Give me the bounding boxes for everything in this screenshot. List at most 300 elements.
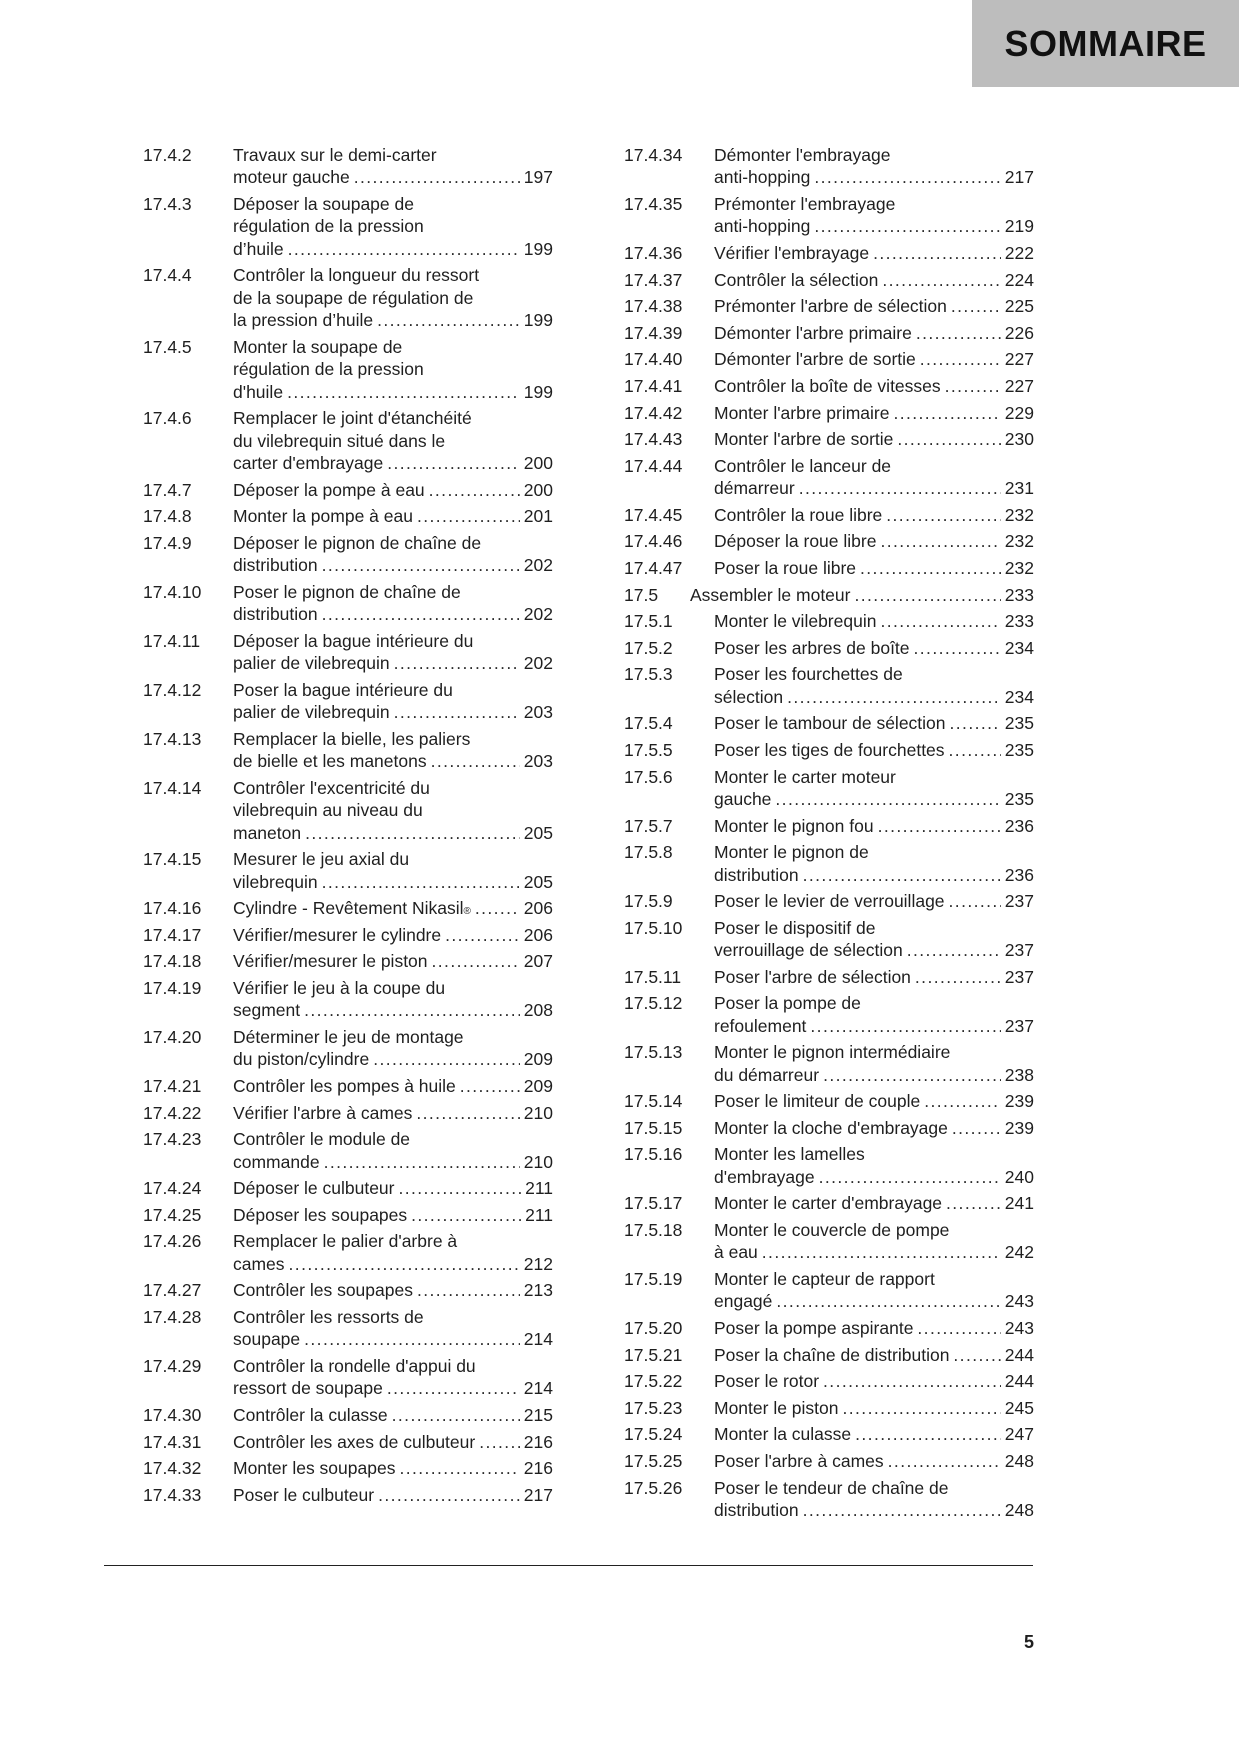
toc-entry[interactable] <box>624 1143 1034 1188</box>
toc-entry-title-line: Monter l'arbre primaire <box>714 402 890 423</box>
toc-entry-title-line: Poser le rotor <box>714 1371 820 1392</box>
toc-entry-number: 17.4.47 <box>624 557 683 578</box>
toc-entry-page: 217 <box>1004 167 1034 188</box>
toc-entry-page: 235 <box>1004 788 1034 809</box>
toc-entry-page: 207 <box>523 951 553 972</box>
toc-entry-title-line: Poser le tambour de sélection <box>714 713 946 734</box>
toc-entry-title-line: d’huile <box>233 238 284 259</box>
toc-entry-page: 235 <box>1004 713 1034 734</box>
toc-entry-title-line: Monter le vilebrequin <box>714 611 877 632</box>
toc-entry-number: 17.4.14 <box>143 777 202 798</box>
toc-entry-page: 245 <box>1004 1397 1034 1418</box>
dot-leader <box>914 637 1001 659</box>
toc-entry-page: 205 <box>523 871 553 892</box>
toc-entry[interactable] <box>143 977 553 1022</box>
toc-entry-page: 213 <box>523 1280 553 1301</box>
dot-leader <box>945 375 1001 397</box>
toc-entry-page: 227 <box>1004 349 1034 370</box>
toc-entry-number: 17.5.9 <box>624 891 673 912</box>
toc-entry-title-line: moteur gauche <box>233 167 350 188</box>
toc-entry-title-line: Poser le tendeur de chaîne de <box>714 1477 949 1498</box>
toc-entry[interactable] <box>624 890 1034 912</box>
toc-entry-title-line: Contrôler la sélection <box>714 269 879 290</box>
toc-entry-page: 234 <box>1004 637 1034 658</box>
toc-entry[interactable] <box>624 1117 1034 1139</box>
dot-leader <box>880 530 1000 552</box>
toc-entry-number: 17.4.37 <box>624 269 683 290</box>
toc-entry[interactable] <box>624 610 1034 632</box>
toc-entry-number: 17.4.2 <box>143 145 192 165</box>
toc-entry-title-line: Déposer les soupapes <box>233 1204 408 1225</box>
toc-entry-title-line: segment <box>233 1000 301 1021</box>
dot-leader <box>810 1015 1000 1037</box>
toc-entry-title-line: Contrôler le lanceur de <box>714 455 892 476</box>
dot-leader <box>322 603 520 625</box>
toc-entry[interactable] <box>143 144 553 189</box>
toc-entry-title-line: distribution <box>233 555 318 576</box>
toc-entry[interactable] <box>143 950 553 972</box>
toc-entry[interactable] <box>624 637 1034 659</box>
toc-entry-number: 17.5.6 <box>624 766 673 787</box>
toc-entry-number: 17.4.27 <box>143 1280 202 1301</box>
toc-entry-number: 17.4.39 <box>624 322 683 343</box>
toc-entry[interactable] <box>624 1344 1034 1366</box>
toc-entry-number: 17.5.19 <box>624 1269 683 1290</box>
toc-entry-page: 225 <box>1004 296 1034 317</box>
toc-entry-title-line: Monter l'arbre de sortie <box>714 429 894 450</box>
toc-entry-title-line: Poser la pompe de <box>714 993 861 1014</box>
toc-entry-title-line: Vérifier le jeu à la coupe du <box>233 978 446 998</box>
toc-entry[interactable] <box>143 193 553 260</box>
dot-leader <box>854 584 1000 606</box>
toc-entry-number: 17.4.7 <box>143 479 192 500</box>
toc-entry-title-line: Déterminer le jeu de montage <box>233 1027 464 1047</box>
toc-entry-number: 17.5.26 <box>624 1477 683 1498</box>
toc-entry-title-line: du démarreur <box>714 1064 820 1085</box>
toc-column-left <box>143 144 553 1510</box>
toc-entry-title-line: verrouillage de sélection <box>714 940 903 961</box>
toc-entry[interactable] <box>624 402 1034 424</box>
dot-leader <box>324 1151 520 1173</box>
toc-entry[interactable] <box>624 1090 1034 1112</box>
toc-entry-title-line: Monter les soupapes <box>233 1458 396 1479</box>
dot-leader <box>823 1370 1001 1392</box>
toc-entry-title-line: Déposer la pompe à eau <box>233 479 425 500</box>
toc-entry[interactable] <box>143 1355 553 1400</box>
toc-entry[interactable] <box>143 777 553 844</box>
toc-entry-title-line: palier de vilebrequin <box>233 702 390 723</box>
toc-entry[interactable]: 17.4.16 Cylindre - Revêtement Nikasil ® ..... 206 <box>143 897 553 919</box>
dot-leader <box>776 1290 1000 1312</box>
dot-leader <box>803 864 1001 886</box>
toc-entry-title-line: Remplacer le joint d'étanchéité <box>233 408 472 429</box>
toc-entry-title-line: Poser le dispositif de <box>714 917 876 938</box>
toc-entry-page: 212 <box>523 1253 553 1274</box>
toc-entry[interactable] <box>143 1404 553 1426</box>
dot-leader <box>398 1177 521 1199</box>
toc-entry-title-line: Contrôler le module de <box>233 1129 411 1150</box>
toc-entry-page: 237 <box>1004 1015 1034 1036</box>
toc-entry[interactable] <box>143 479 553 501</box>
toc-entry-title-line: sélection <box>714 686 784 707</box>
toc-entry-number: 17.4.23 <box>143 1129 202 1150</box>
toc-entry-title-line: Poser le pignon de chaîne de <box>233 581 461 602</box>
toc-entry-page: 210 <box>523 1151 553 1172</box>
toc-entry[interactable] <box>143 1484 553 1506</box>
toc-entry-title-line: ressort de soupape <box>233 1378 383 1399</box>
toc-entry[interactable] <box>624 1477 1034 1522</box>
toc-entry[interactable] <box>624 815 1034 837</box>
toc-entry[interactable] <box>624 504 1034 526</box>
toc-entry-number: 17.4.5 <box>143 336 192 357</box>
toc-entry-title-line: d'huile <box>233 381 284 402</box>
toc-entry-title-line: Poser le levier de verrouillage <box>714 891 945 912</box>
toc-entry[interactable] <box>143 1279 553 1301</box>
toc-entry[interactable] <box>143 1457 553 1479</box>
toc-entry-number: 17.4.16 <box>143 898 202 919</box>
toc-entry-title-line: Remplacer le palier d'arbre à <box>233 1231 458 1252</box>
toc-entry-number: 17.4.38 <box>624 296 683 317</box>
toc-entry-page: 202 <box>523 604 553 625</box>
toc-entry[interactable] <box>143 679 553 724</box>
toc-entry-number: 17.4.30 <box>143 1404 202 1425</box>
toc-entry[interactable] <box>624 455 1034 500</box>
toc-entry-page: 244 <box>1004 1371 1034 1392</box>
toc-entry-number: 17.4.22 <box>143 1102 202 1123</box>
toc-entry-page: 239 <box>1004 1117 1034 1138</box>
dot-leader <box>917 1317 1000 1339</box>
toc-entry[interactable] <box>624 322 1034 344</box>
toc-entry[interactable] <box>143 1306 553 1351</box>
toc-entry-title-line: Déposer la bague intérieure du <box>233 630 474 651</box>
toc-entry-page: 199 <box>523 238 553 259</box>
dot-leader <box>762 1241 1001 1263</box>
toc-entry[interactable] <box>624 428 1034 450</box>
dot-leader <box>429 479 520 501</box>
toc-entry[interactable] <box>143 924 553 946</box>
toc-entry[interactable] <box>624 1450 1034 1472</box>
toc-entry-title-line: Démonter l'embrayage <box>714 145 891 165</box>
toc-entry-page: 211 <box>525 1204 553 1225</box>
toc-entry-number: 17.4.35 <box>624 194 683 214</box>
toc-entry-number: 17.5.1 <box>624 611 673 632</box>
toc-entry-number: 17.4.17 <box>143 924 202 945</box>
toc-entry-page: 208 <box>523 1000 553 1021</box>
toc-entry-title-line: à eau <box>714 1242 758 1263</box>
toc-entry[interactable] <box>624 242 1034 264</box>
toc-entry[interactable] <box>624 584 1034 606</box>
toc-entry[interactable] <box>624 1192 1034 1214</box>
dot-leader <box>775 788 1000 810</box>
toc-entry-page: 241 <box>1004 1193 1034 1214</box>
toc-entry-page: 232 <box>1004 504 1034 525</box>
toc-entry-page: 216 <box>523 1431 553 1452</box>
toc-entry-title-line: de la soupape de régulation de <box>233 287 474 308</box>
toc-entry[interactable] <box>143 1177 553 1199</box>
toc-entry[interactable] <box>143 1128 553 1173</box>
toc-entry[interactable] <box>624 193 1034 238</box>
toc-entry-page: 211 <box>525 1178 553 1199</box>
toc-entry-title-line: Contrôler la rondelle d'appui du <box>233 1355 476 1376</box>
toc-entry-title-line: maneton <box>233 822 302 843</box>
toc-entry-page: 203 <box>523 751 553 772</box>
dot-leader <box>886 504 1001 526</box>
toc-entry[interactable] <box>624 1041 1034 1086</box>
toc-entry-page: 199 <box>523 310 553 331</box>
dot-leader <box>920 348 1001 370</box>
toc-entry[interactable] <box>624 841 1034 886</box>
dot-leader <box>304 1328 520 1350</box>
dot-leader <box>378 1484 520 1506</box>
toc-entry-page: 243 <box>1004 1291 1034 1312</box>
toc-entry[interactable] <box>624 557 1034 579</box>
toc-entry[interactable] <box>624 348 1034 370</box>
toc-entry-page: 237 <box>1004 966 1034 987</box>
toc-entry-title-line: Monter la cloche d'embrayage <box>714 1117 948 1138</box>
toc-entry-title-line: Monter la pompe à eau <box>233 506 413 527</box>
toc-entry[interactable] <box>624 1397 1034 1419</box>
toc-entry[interactable] <box>624 663 1034 708</box>
toc-entry-page: 214 <box>523 1329 553 1350</box>
toc-entry-title-line: anti-hopping <box>714 216 811 237</box>
toc-entry-page: 209 <box>523 1076 553 1096</box>
dot-leader <box>893 402 1000 424</box>
toc-entry-number: 17.4.15 <box>143 849 202 870</box>
toc-entry-title-line: d'embrayage <box>714 1166 815 1187</box>
toc-entry[interactable] <box>624 144 1034 189</box>
dot-leader <box>878 815 1001 837</box>
toc-entry[interactable] <box>143 532 553 577</box>
toc-entry-title-line: Mesurer le jeu axial du <box>233 849 410 870</box>
toc-entry-number: 17.5.24 <box>624 1424 683 1445</box>
toc-entry-page: 216 <box>523 1458 553 1479</box>
dot-leader <box>373 1048 520 1070</box>
toc-entry-page: 230 <box>1004 429 1034 450</box>
toc-entry-title-line: engagé <box>714 1291 773 1312</box>
toc-entry-title-line: Cylindre - Revêtement Nikasil <box>233 898 464 919</box>
toc-entry[interactable] <box>143 728 553 773</box>
dot-leader <box>445 924 520 946</box>
dot-leader <box>951 295 1001 317</box>
toc-entry[interactable] <box>624 1370 1034 1392</box>
toc-entry[interactable] <box>143 505 553 527</box>
toc-entry[interactable] <box>624 1423 1034 1445</box>
toc-entry-title-line: soupape <box>233 1329 301 1350</box>
toc-entry-title-line: carter d'embrayage <box>233 453 384 474</box>
toc-entry-page: 219 <box>1004 216 1034 237</box>
dot-leader <box>417 1279 520 1301</box>
dot-leader <box>888 1450 1001 1472</box>
toc-entry-number: 17.4.29 <box>143 1355 202 1376</box>
toc-entry-number: 17.5 <box>624 584 659 605</box>
toc-entry-title-line: Poser les fourchettes de <box>714 664 903 685</box>
toc-entry-page: 235 <box>1004 739 1034 760</box>
toc-entry-title-line: Contrôler les ressorts de <box>233 1306 424 1327</box>
toc-entry-page: 242 <box>1004 1242 1034 1263</box>
toc-entry-title-line: cames <box>233 1253 285 1274</box>
toc-entry[interactable] <box>624 269 1034 291</box>
toc-entry-title-line: Prémonter l'embrayage <box>714 194 896 214</box>
toc-entry-title-line: Monter la culasse <box>714 1424 852 1445</box>
toc-entry-title-line: démarreur <box>714 478 795 499</box>
toc-entry-page: 200 <box>523 479 553 500</box>
toc-entry-number: 17.4.24 <box>143 1178 202 1199</box>
toc-entry-title-line: Poser la chaîne de distribution <box>714 1344 950 1365</box>
toc-entry-title-line: Monter les lamelles <box>714 1144 865 1165</box>
toc-entry-title-line: Contrôler les axes de culbuteur <box>233 1431 476 1452</box>
toc-entry[interactable] <box>624 766 1034 811</box>
toc-entry-page: 206 <box>523 898 553 919</box>
dot-leader <box>431 750 520 772</box>
toc-entry-number: 17.5.25 <box>624 1451 683 1472</box>
toc-entry-number: 17.4.12 <box>143 679 202 700</box>
toc-entry-page: 236 <box>1004 815 1034 836</box>
dot-leader <box>949 739 1001 761</box>
toc-entry-number: 17.4.44 <box>624 455 683 476</box>
toc-entry-page: 210 <box>523 1102 553 1123</box>
toc-entry[interactable] <box>143 1431 553 1453</box>
toc-entry[interactable] <box>624 917 1034 962</box>
toc-entry-page: 227 <box>1004 375 1034 396</box>
toc-entry-page: 236 <box>1004 864 1034 885</box>
toc-entry-title-line: Poser la bague intérieure du <box>233 679 453 700</box>
toc-entry[interactable] <box>143 581 553 626</box>
toc-entry[interactable] <box>624 530 1034 552</box>
dot-leader <box>416 1102 519 1124</box>
dot-leader <box>907 939 1001 961</box>
toc-entry-title-line: du vilebrequin situé dans le <box>233 430 446 451</box>
toc-entry[interactable] <box>143 1204 553 1226</box>
dot-leader <box>475 897 520 919</box>
page-number: 5 <box>1023 1632 1034 1652</box>
toc-entry[interactable] <box>143 1230 553 1275</box>
toc-entry-title-line: Monter le pignon de <box>714 842 869 863</box>
toc-entry-number: 17.5.12 <box>624 993 683 1014</box>
toc-entry-number: 17.4.11 <box>143 630 201 651</box>
toc-entry[interactable] <box>143 848 553 893</box>
toc-entry-page: 237 <box>1004 891 1034 912</box>
toc-entry-title-line: gauche <box>714 788 772 809</box>
toc-entry-title-line: Poser les arbres de boîte <box>714 637 910 658</box>
toc-entry-page: 231 <box>1004 478 1034 499</box>
toc-entry-number: 17.4.4 <box>143 265 192 286</box>
toc-entry-page: 202 <box>523 653 553 674</box>
toc-entry-title-line: refoulement <box>714 1015 807 1036</box>
dot-leader <box>897 428 1000 450</box>
dot-leader <box>819 1166 1001 1188</box>
toc-entry-number: 17.4.43 <box>624 429 683 450</box>
toc-entry-number: 17.5.7 <box>624 815 673 836</box>
toc-entry-number: 17.4.46 <box>624 531 683 552</box>
toc-entry-title-line: Contrôler les soupapes <box>233 1280 413 1301</box>
toc-entry-page: 214 <box>523 1378 553 1399</box>
toc-entry[interactable] <box>624 966 1034 988</box>
dot-leader <box>460 1075 520 1097</box>
toc-entry[interactable] <box>624 1268 1034 1313</box>
toc-entry-page: 215 <box>523 1404 553 1425</box>
toc-entry[interactable] <box>624 712 1034 734</box>
toc-entry-number: 17.4.19 <box>143 978 202 998</box>
toc-entry-title-line: régulation de la pression <box>233 359 424 380</box>
toc-entry-number: 17.5.13 <box>624 1042 683 1063</box>
toc-entry-number: 17.5.16 <box>624 1144 683 1165</box>
dot-leader <box>392 1404 520 1426</box>
dot-leader <box>843 1397 1001 1419</box>
toc-entry[interactable] <box>624 1317 1034 1339</box>
toc-entry-page: 199 <box>523 381 553 402</box>
dot-leader <box>873 242 1001 264</box>
dot-leader <box>394 701 520 723</box>
toc-entry-title-line: Monter la soupape de <box>233 336 403 357</box>
toc-entry-number: 17.4.18 <box>143 951 202 972</box>
toc-entry[interactable] <box>143 264 553 331</box>
toc-entry-page: 200 <box>523 453 553 474</box>
dot-leader <box>952 1117 1001 1139</box>
dot-leader <box>814 215 1000 237</box>
section-title: SOMMAIRE <box>1004 22 1207 64</box>
toc-entry[interactable] <box>143 336 553 403</box>
toc-entry-title-line: Poser la roue libre <box>714 557 857 578</box>
toc-entry-number: 17.4.25 <box>143 1204 202 1225</box>
toc-entry-title-line: Contrôler les pompes à huile <box>233 1076 456 1096</box>
toc-entry-title-line: Prémonter l'arbre de sélection <box>714 296 947 317</box>
toc-entry[interactable] <box>143 1102 553 1124</box>
toc-entry[interactable] <box>624 375 1034 397</box>
toc-entry-title-line: Monter le pignon intermédiaire <box>714 1042 951 1063</box>
toc-entry-number: 17.4.28 <box>143 1306 202 1327</box>
toc-entry-title-line: Contrôler la longueur du ressort <box>233 265 480 286</box>
toc-entry-title-line: Monter le couvercle de pompe <box>714 1220 950 1241</box>
toc-entry-number: 17.4.8 <box>143 506 192 527</box>
toc-entry-title-line: Contrôler la culasse <box>233 1404 388 1425</box>
toc-entry-page: 234 <box>1004 686 1034 707</box>
toc-entry-title-line: Poser l'arbre à cames <box>714 1451 884 1472</box>
dot-leader <box>823 1064 1001 1086</box>
toc-entry-number: 17.5.10 <box>624 917 683 938</box>
toc-entry-title-line: Remplacer la bielle, les paliers <box>233 728 471 749</box>
toc-entry-number: 17.5.23 <box>624 1397 683 1418</box>
toc-entry[interactable] <box>143 407 553 474</box>
toc-entry[interactable] <box>143 1075 553 1097</box>
toc-entry-number: 17.4.31 <box>143 1431 202 1452</box>
dot-leader <box>354 166 520 188</box>
toc-entry[interactable] <box>143 630 553 675</box>
toc-entry-title-line: Monter le piston <box>714 1397 839 1418</box>
toc-entry[interactable] <box>624 295 1034 317</box>
toc-entry-number: 17.5.8 <box>624 842 673 863</box>
dot-leader <box>950 712 1001 734</box>
toc-entry-page: 232 <box>1004 557 1034 578</box>
toc-entry-title-line: distribution <box>714 1500 799 1521</box>
toc-entry-number: 17.5.2 <box>624 637 673 658</box>
toc-entry-number: 17.4.42 <box>624 402 683 423</box>
toc-entry-title-line: Assembler le moteur <box>690 584 851 605</box>
toc-entry-title-line: Poser les tiges de fourchettes <box>714 739 945 760</box>
dot-leader <box>479 1431 520 1453</box>
toc-entry-number: 17.4.33 <box>143 1484 202 1505</box>
toc-entry-title-line: de bielle et les manetons <box>233 751 427 772</box>
toc-entry-title-line: Travaux sur le demi-carter <box>233 145 437 165</box>
toc-entry[interactable] <box>143 1026 553 1071</box>
toc-entry[interactable] <box>624 739 1034 761</box>
dot-leader <box>924 1090 1001 1112</box>
toc-entry-page: 226 <box>1004 322 1034 343</box>
toc-entry[interactable] <box>624 992 1034 1037</box>
toc-entry[interactable] <box>624 1219 1034 1264</box>
toc-entry-number: 17.4.26 <box>143 1231 202 1252</box>
toc-entry-page: 244 <box>1004 1344 1034 1365</box>
toc-entry-number: 17.4.34 <box>624 145 683 165</box>
